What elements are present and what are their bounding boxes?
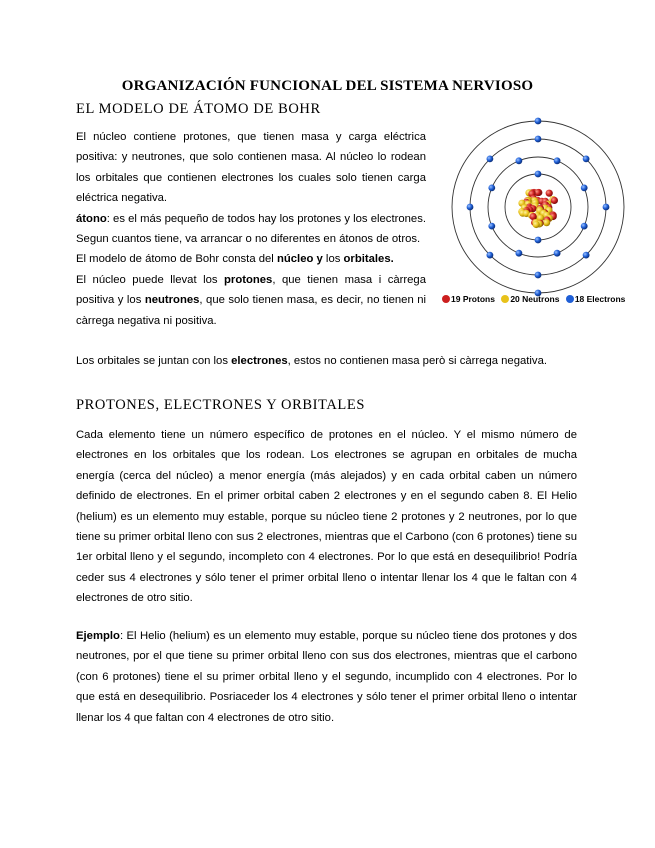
electron-particle (516, 250, 523, 257)
electron-particle (487, 156, 494, 163)
page-title: ORGANIZACIÓN FUNCIONAL DEL SISTEMA NERVIOSO (121, 78, 534, 94)
term-ejemplo: Ejemplo (76, 630, 120, 642)
text-span: El núcleo puede llevat los (76, 273, 225, 286)
paragraph-protons-electrons-orbitals (76, 425, 577, 609)
paragraph-nucleus: El núcleo contiene protones, que tienen masa y carga eléctrica positiva: y neutrones, que solo contienen masa. Al núcleo lo rodean los orbitales que contienen electrones los cuales solo tienen carga eléctrica negativa. (76, 131, 426, 205)
example-text: : El Helio (helium) es un elemento muy estable, porque su núcleo tiene dos protones y dos neutrones, por el que tiene su primer orbital lleno con sus dos electrones, mientras que el carbono (con 6 protones) tiene el su primer orbital lleno y el segundo, incumplido con 4 electrones. Por lo que está en desequilibrio. Posriaceder los 4 electrones y sólo tener el primer orbital lleno o intentar llenar los 4 que faltan con 4 electrones de otro sitio. (76, 630, 577, 724)
electron-icon (566, 295, 574, 303)
section-heading-bohr: EL MODELO DE ÁTOMO DE BOHR (76, 101, 321, 117)
section-heading-particles: PROTONES, ELECTRONES Y ORBITALES (76, 397, 365, 413)
electron-particle (487, 252, 494, 259)
text-span: , que solo tienen masa, es decir, no tienen ni càrrega negativa ni positiva. (76, 294, 426, 327)
legend-protons (442, 294, 495, 304)
bohr-atom-diagram (448, 117, 628, 297)
text-span: , que tienen masa i càrrega positiva y los (76, 273, 426, 307)
term-protones: protones (224, 273, 273, 286)
legend-electrons (566, 294, 626, 304)
text-span: Los orbitales se juntan con los (76, 355, 232, 367)
electron-particle (535, 237, 542, 244)
neutron-icon (501, 295, 509, 303)
electron-particle (535, 171, 542, 178)
paragraph-text: Cada elemento tiene un número específico de protones en el núcleo. Y el mismo número de electrones en los orbitales que los rodean. Los electrones se agrupan en orbitales de mucha energía (cerca del núcleo) a menor energía (más alejados) y en cada orbital caben un número definido de electrones. En el primer orbital caben 2 electrones y en el segundo caben 8. El Helio (helium) es un elemento muy estable, porque su núcleo tiene 2 protones y 2 neutrones, por lo que tiene su primer orbital lleno con sus 2 electrones, mientras que el Carbono (con 6 protones) tiene su 1er orbital lleno y el segundo, incompleto con 4 electrones. Por lo que está en desequilibrio! Podría ceder sus 4 electrones y sólo tener el primer orbital lleno o intentar llenar los 4 que le faltan con 4 electrones de otro sitio. (76, 429, 577, 605)
electron-particle (554, 250, 561, 257)
text-span: los (322, 253, 344, 266)
neutron-particle (543, 219, 550, 226)
electron-particle (535, 136, 542, 143)
proton-particle (551, 197, 558, 204)
paragraph-protons-neutrons (76, 270, 426, 331)
term-electrones: electrones (231, 355, 288, 367)
term-nucleo: núcleo y (276, 253, 323, 266)
term-neutrones: neutrones (144, 294, 200, 307)
paragraph-orbitals (76, 351, 586, 371)
paragraph-example (76, 626, 577, 728)
section-bohr-text (76, 127, 426, 331)
electron-particle (488, 223, 495, 230)
legend-label: 20 Neutrons (510, 294, 560, 304)
legend-label: 18 Electrons (574, 294, 626, 304)
electron-particle (581, 185, 588, 192)
legend-label: 19 Protons (451, 294, 495, 304)
electron-particle (583, 252, 590, 259)
proton-particle (546, 190, 553, 197)
neutron-particle (533, 221, 540, 228)
paragraph-bohr-model (76, 249, 426, 269)
proton-icon (442, 295, 450, 303)
paragraph-atom-definition (76, 209, 426, 250)
electron-particle (535, 272, 542, 279)
atom-legend (442, 294, 629, 304)
electron-particle (603, 204, 610, 211)
text-span: , estos no contienen masa però si càrrega negativa. (287, 355, 547, 367)
electron-particle (467, 204, 474, 211)
electron-particle (583, 156, 590, 163)
term-atono: átono (76, 212, 107, 225)
electron-particle (535, 118, 542, 125)
electron-particle (554, 157, 561, 164)
atono-definition: : es el más pequeño de todos hay los protones y los electrones. Segun cuantos tiene, va arrancar o no diferentes en átonos de otros. (76, 212, 426, 246)
legend-neutrons (501, 294, 559, 304)
electron-particle (516, 157, 523, 164)
paragraph-text (76, 626, 577, 728)
text-span: El modelo de átomo de Bohr consta del (76, 253, 277, 266)
term-orbitales: orbitales. (343, 253, 394, 266)
electron-particle (488, 185, 495, 192)
electron-particle (581, 223, 588, 230)
